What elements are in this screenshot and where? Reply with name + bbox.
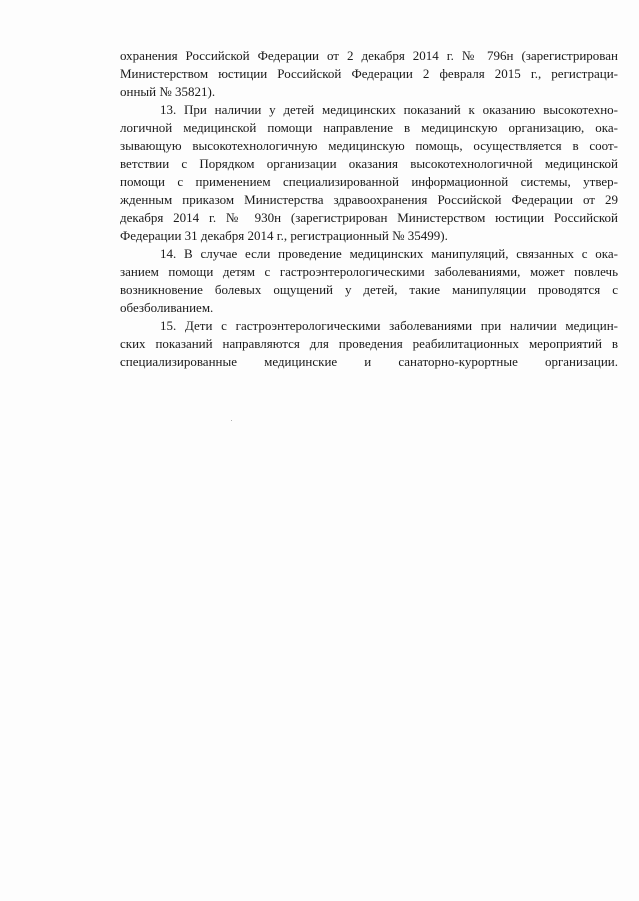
paragraph-13 bbox=[120, 101, 618, 245]
text-line: занием помощи детям с гастроэнтерологическими заболеваниями, может повлечь bbox=[120, 264, 618, 279]
text-line: зывающую высокотехнологичную медицинскую помощь, осуществляется в соот- bbox=[120, 138, 618, 153]
document-body bbox=[120, 47, 618, 371]
text-line: 14. В случае если проведение медицинских манипуляций, связанных с ока- bbox=[160, 246, 618, 261]
text-line: логичной медицинской помощи направление в медицинскую организацию, ока- bbox=[120, 120, 618, 135]
text-line: помощи с применением специализированной информационной системы, утвер- bbox=[120, 174, 618, 189]
paragraph-14 bbox=[120, 245, 618, 317]
scan-speck bbox=[231, 420, 232, 421]
text-line: 15. Дети с гастроэнтерологическими заболеваниями при наличии медицин- bbox=[160, 318, 618, 333]
text-line: Федерации 31 декабря 2014 г., регистрационный № 35499). bbox=[120, 228, 448, 243]
paragraph-continuation bbox=[120, 47, 618, 101]
text-line: жденным приказом Министерства здравоохранения Российской Федерации от 29 bbox=[120, 192, 618, 207]
text-line: онный № 35821). bbox=[120, 84, 216, 99]
text-line: охранения Российской Федерации от 2 декабря 2014 г. № 796н (зарегистрирован bbox=[120, 48, 618, 63]
paragraph-15 bbox=[120, 317, 618, 371]
text-line: декабря 2014 г. № 930н (зарегистрирован Министерством юстиции Российской bbox=[120, 210, 618, 225]
text-line: возникновение болевых ощущений у детей, такие манипуляции проводятся с bbox=[120, 282, 618, 297]
text-line: ветствии с Порядком организации оказания высокотехнологичной медицинской bbox=[120, 156, 618, 171]
text-line: специализированные медицинские и санаторно-курортные организации. bbox=[120, 354, 618, 369]
text-line: 13. При наличии у детей медицинских показаний к оказанию высокотехно- bbox=[160, 102, 618, 117]
text-line: Министерством юстиции Российской Федерации 2 февраля 2015 г., регистраци- bbox=[120, 66, 618, 81]
text-line: обезболиванием. bbox=[120, 300, 214, 315]
text-line: ских показаний направляются для проведения реабилитационных мероприятий в bbox=[120, 336, 618, 351]
